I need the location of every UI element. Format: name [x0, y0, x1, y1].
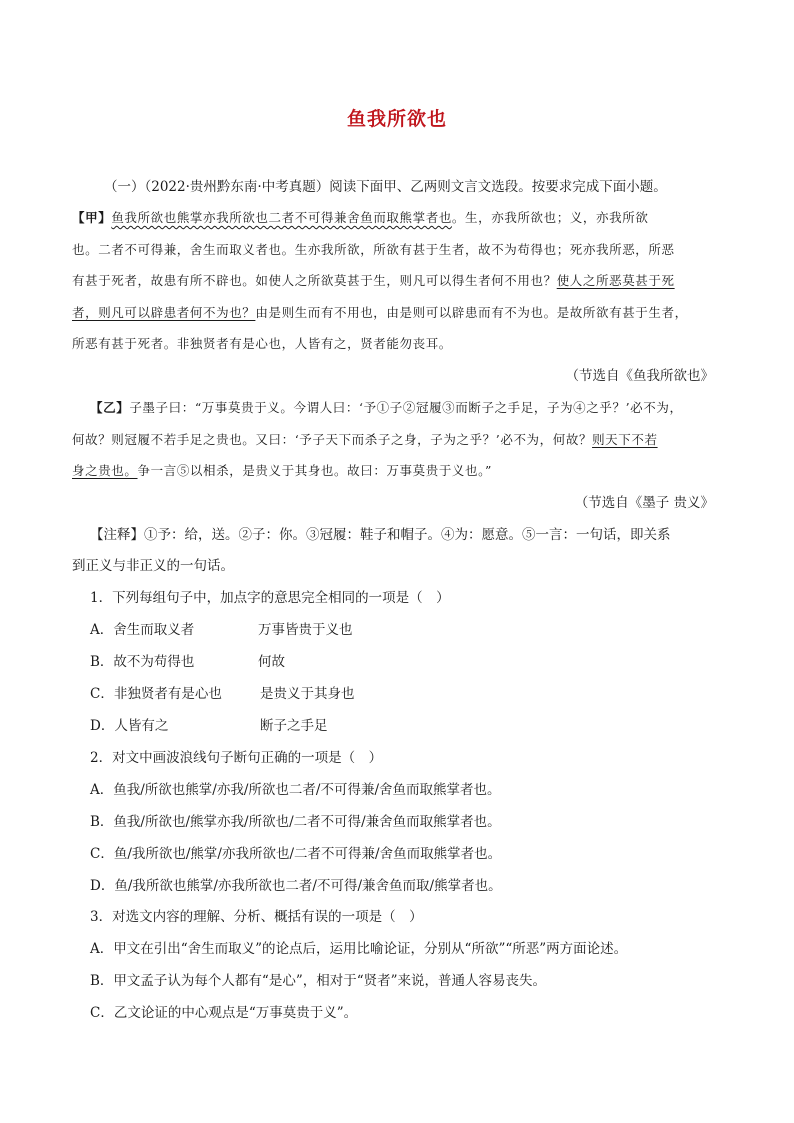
- underlined-sentence: 使人之所恶莫甚于死: [556, 273, 675, 288]
- section-intro: （一）（2022·贵州黔东南·中考真题）阅读下面甲、乙两则文言文选段。按要求完成下面小题。: [104, 179, 667, 195]
- question-1-stem: 1．下列每组句子中，加点字的意思完全相同的一项是（ ）: [90, 590, 450, 606]
- question-2-option-c: C．鱼/我所欲也/熊掌/亦我所欲也/二者不可得兼/舍鱼而取熊掌者也。: [90, 846, 502, 862]
- passage-yi-source: （节选自《墨子 贵义》: [574, 495, 714, 511]
- annotation-line-2: 到正义与非正义的一句话。: [72, 558, 234, 574]
- question-2-option-d: D．鱼/我所欲也熊掌/亦我所欲也二者/不可得/兼舍鱼而取/熊掌者也。: [90, 878, 502, 894]
- question-3-stem: 3．对选文内容的理解、分析、概括有误的一项是（ ）: [90, 909, 423, 925]
- question-1-option-b: B．故不为苟得也 何故: [90, 654, 285, 670]
- passage-jia-label: 【甲】: [72, 210, 112, 225]
- page-title: 鱼我所欲也: [346, 108, 447, 130]
- passage-jia-line-1: 【甲】鱼我所欲也熊掌亦我所欲也二者不可得兼舍鱼而取熊掌者也。生，亦我所欲也；义，亦我所欲: [72, 210, 649, 225]
- question-1-option-c: C．非独贤者有是心也 是贵义于其身也: [90, 686, 355, 702]
- underlined-sentence: 则天下不若: [592, 432, 658, 447]
- wavy-underlined-sentence: 鱼我所欲也熊掌亦我所欲也二者不可得兼舍鱼而取熊掌者也: [111, 210, 452, 225]
- passage-jia-line-4: 者，则凡可以辟患者何不为也？由是则生而有不用也，由是则可以辟患而有不为也。是故所欲有甚于生者，: [72, 305, 688, 320]
- passage-yi-line-1: 【乙】子墨子曰：“万事莫贵于义。今谓人曰：‘予①子②冠履③而断子之手足，子为④之乎？’必不为，: [90, 400, 683, 415]
- question-3-option-c: C．乙文论证的中心观点是“万事莫贵于义”。: [90, 1005, 358, 1021]
- passage-yi-line-2: 何故？则冠履不若手足之贵也。又曰：‘予子天下而杀子之身，子为之乎？’必不为，何故？则天下不若: [72, 432, 658, 447]
- passage-jia-line-5: 所恶有甚于死者。非独贤者有是心也，人皆有之，贤者能勿丧耳。: [72, 336, 452, 351]
- passage-yi-label: 【乙】: [90, 400, 130, 415]
- annotation-line-1: 【注释】①予：给，送。②子：你。③冠履：鞋子和帽子。④为：愿意。⑤一言：一句话，即关系: [90, 527, 671, 543]
- passage-jia-line-3: 有甚于死者，故患有所不辟也。如使人之所欲莫甚于生，则凡可以得生者何不用也？使人之所恶莫甚于死: [72, 273, 675, 288]
- question-3-option-a: A．甲文在引出“舍生而取义”的论点后，运用比喻论证，分别从“所欲”“所恶”两方面论述。: [90, 941, 628, 957]
- question-2-option-a: A．鱼我/所欲也熊掌/亦我/所欲也二者/不可得兼/舍鱼而取熊掌者也。: [90, 782, 501, 798]
- passage-yi-line-3: 身之贵也。争一言⑤以相杀，是贵义于其身也。故曰：万事莫贵于义也。”: [72, 463, 492, 478]
- underlined-sentence: 身之贵也。: [72, 463, 138, 478]
- underlined-sentence: 者，则凡可以辟患者何不为也？: [72, 305, 256, 320]
- question-1-option-a: A．舍生而取义者 万事皆贵于义也: [90, 622, 353, 638]
- question-1-option-d: D．人皆有之 断子之手足: [90, 718, 328, 734]
- passage-jia-line-2: 也。二者不可得兼，舍生而取义者也。生亦我所欲，所欲有甚于生者，故不为苟得也；死亦我所恶，所恶: [72, 242, 675, 257]
- question-2-stem: 2．对文中画波浪线句子断句正确的一项是（ ）: [90, 750, 383, 766]
- question-3-option-b: B．甲文孟子认为每个人都有“是心”，相对于“贤者”来说，普通人容易丧失。: [90, 973, 547, 989]
- passage-jia-source: （节选自《鱼我所欲也》: [565, 368, 714, 384]
- question-2-option-b: B．鱼我/所欲也/熊掌亦我/所欲也/二者不可得/兼舍鱼而取熊掌者也。: [90, 814, 501, 830]
